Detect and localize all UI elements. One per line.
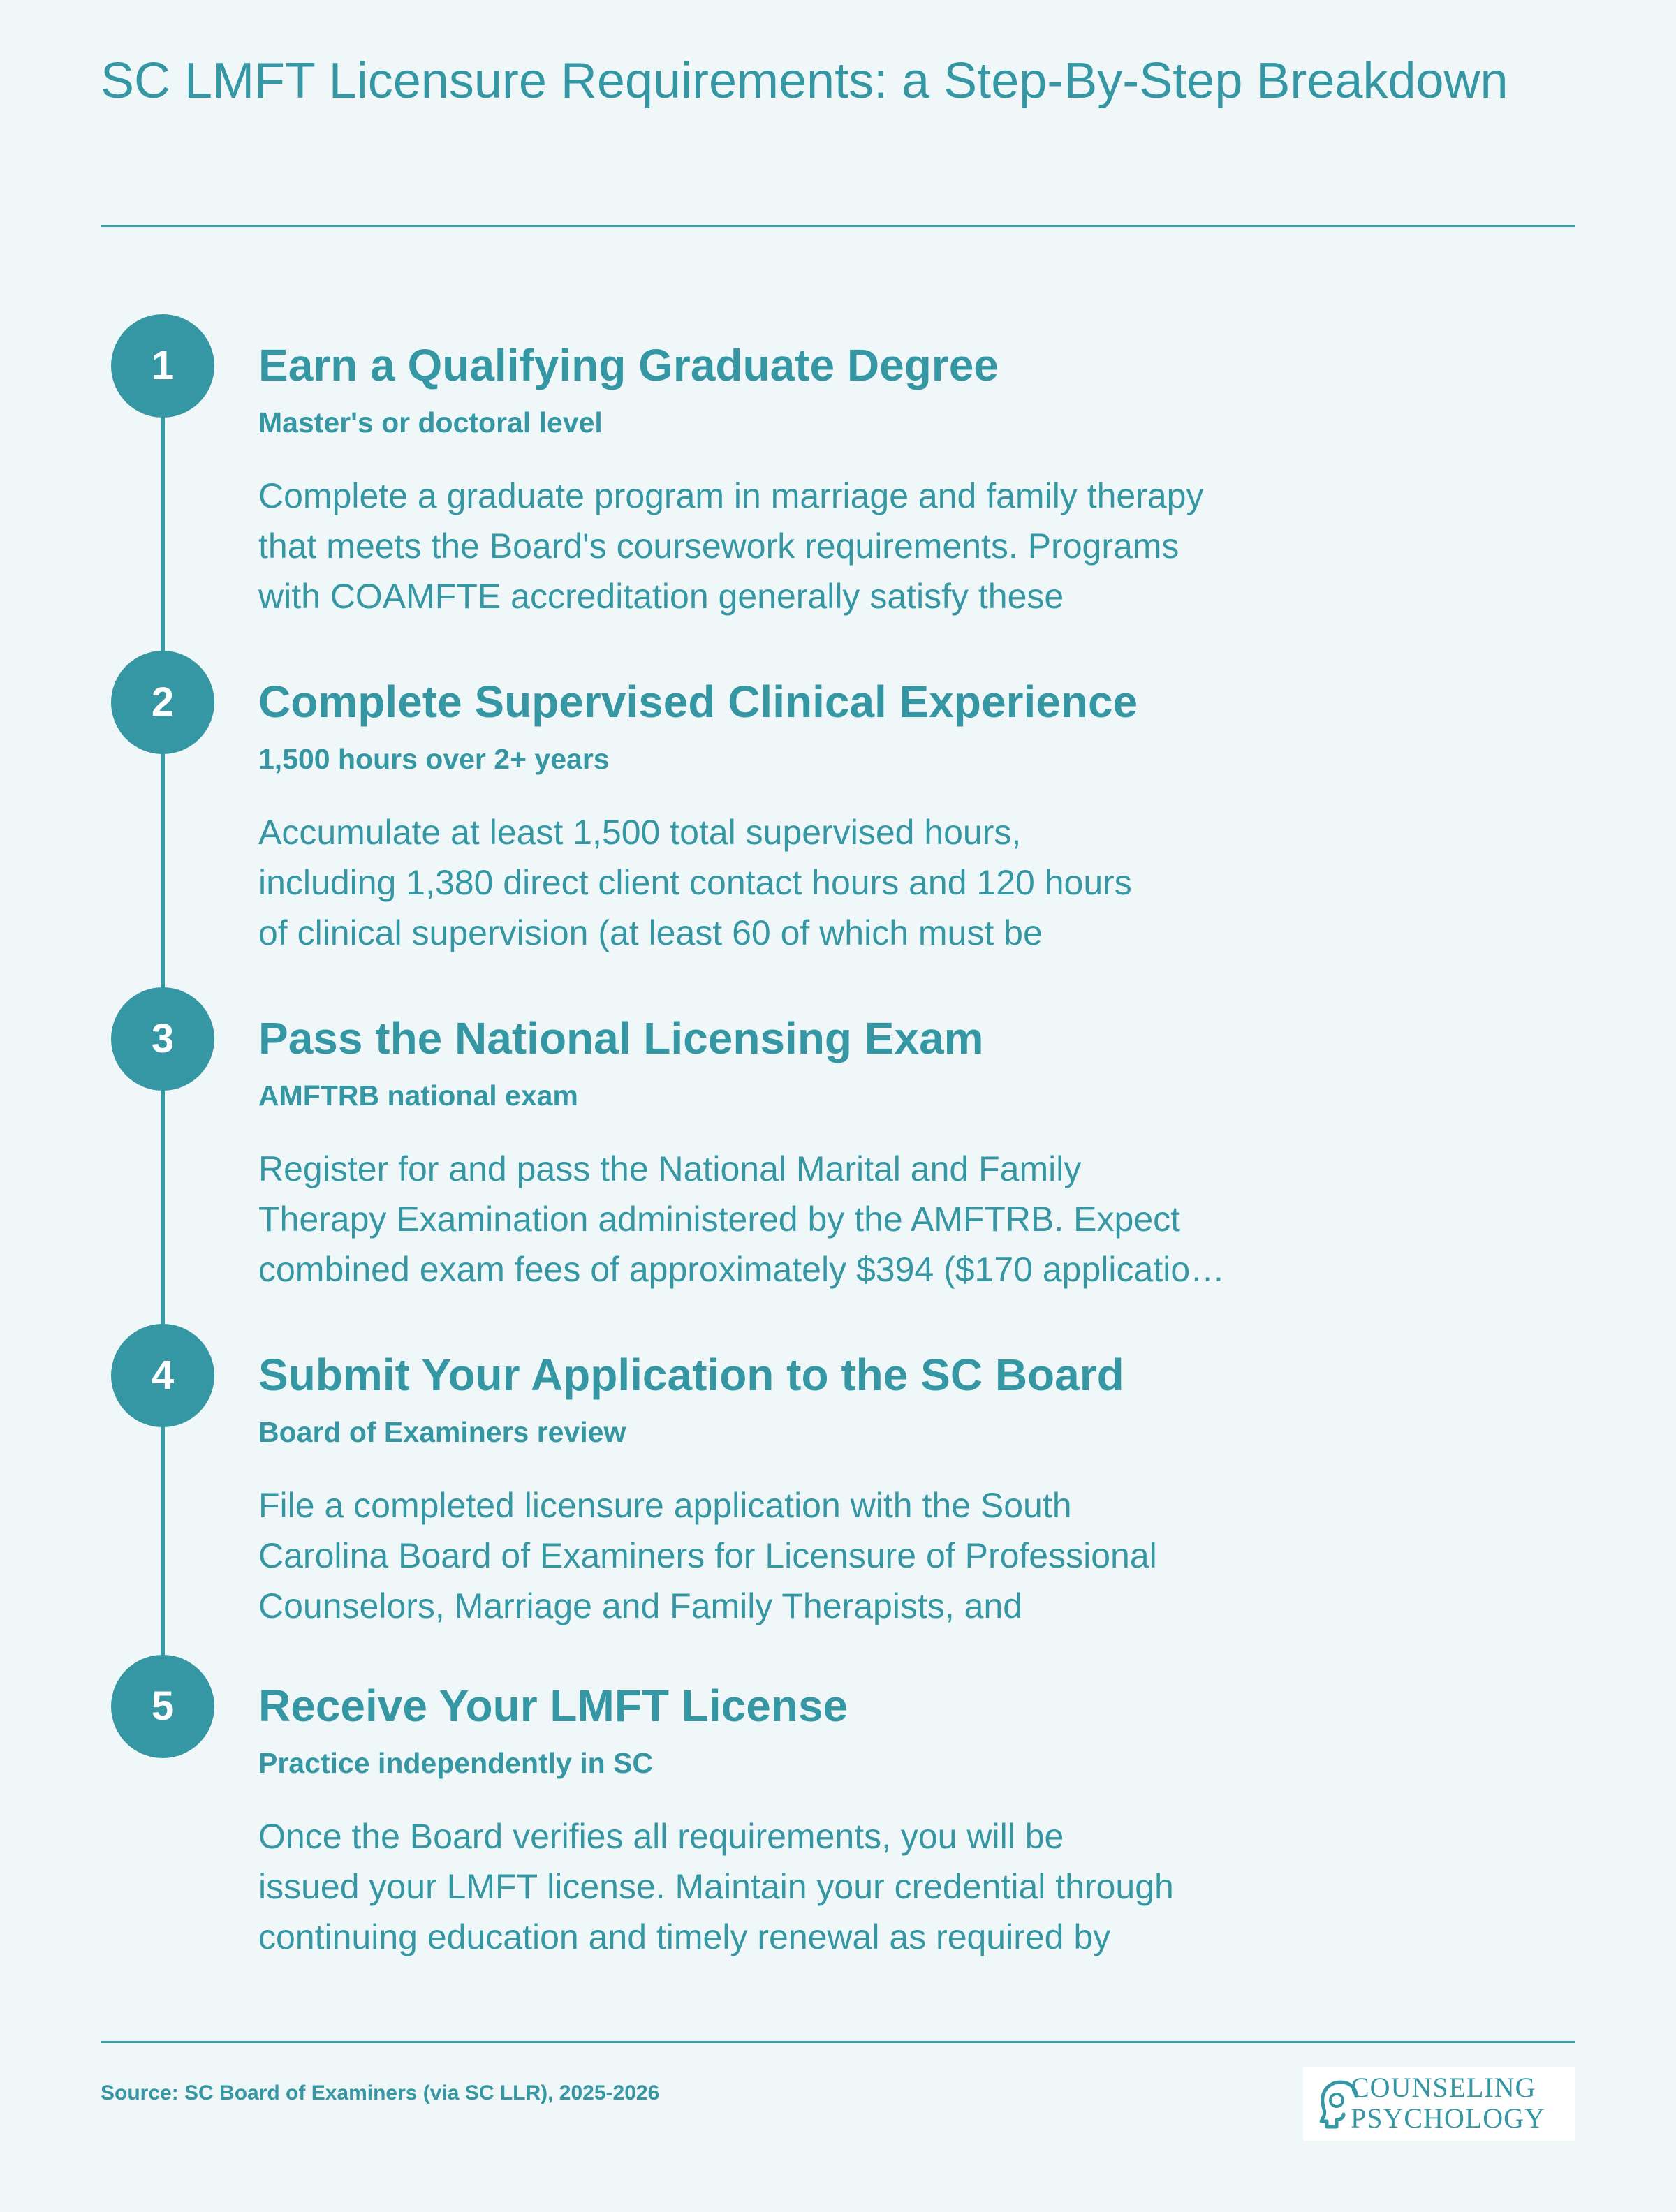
step-description-line: Therapy Examination administered by the AMFTRB. Expect [258, 1200, 1181, 1239]
step-description-line: combined exam fees of approximately $394 ($170 applicatio… [258, 1250, 1226, 1289]
step-title: Earn a Qualifying Graduate Degree [258, 340, 999, 390]
step-number-badge: 4 [111, 1324, 214, 1427]
timeline-connector [161, 750, 165, 1003]
source-note: Source: SC Board of Examiners (via SC LLR), 2025-2026 [101, 2081, 660, 2104]
counseling-psychology-logo [1303, 2067, 1575, 2141]
step-subtitle: Practice independently in SC [258, 1747, 654, 1779]
logo-text-line: COUNSELING [1351, 2072, 1536, 2103]
step-description-line: Once the Board verifies all requirements, you will be [258, 1817, 1064, 1856]
step-description-line: Accumulate at least 1,500 total supervised hours, [258, 813, 1022, 852]
step-description-line: Carolina Board of Examiners for Licensure of Professional [258, 1536, 1157, 1575]
step-description [258, 807, 1362, 958]
step-description-line: Register for and pass the National Marital and Family [258, 1149, 1082, 1188]
step-subtitle: AMFTRB national exam [258, 1079, 578, 1112]
step-description [258, 471, 1362, 621]
step-description-line: Complete a graduate program in marriage and family therapy [258, 476, 1204, 515]
step-subtitle: 1,500 hours over 2+ years [258, 743, 610, 775]
step-description [258, 1144, 1362, 1295]
bottom-divider [101, 2041, 1575, 2043]
step-description [258, 1811, 1362, 1962]
page-title: SC LMFT Licensure Requirements: a Step-By-Step Breakdown [101, 53, 1508, 109]
step-title: Complete Supervised Clinical Experience [258, 677, 1138, 727]
top-divider [101, 225, 1575, 227]
step-title: Receive Your LMFT License [258, 1681, 848, 1731]
step-subtitle: Board of Examiners review [258, 1416, 626, 1448]
step-subtitle: Master's or doctoral level [258, 406, 603, 438]
step-number-badge: 5 [111, 1655, 214, 1758]
step-description-line: continuing education and timely renewal as required by [258, 1917, 1111, 1956]
step-number-badge: 1 [111, 314, 214, 418]
step-number-badge: 3 [111, 987, 214, 1091]
step-description [258, 1480, 1362, 1631]
step-description-line: including 1,380 direct client contact hours and 120 hours [258, 863, 1132, 902]
step-description-line: that meets the Board's coursework requirements. Programs [258, 526, 1179, 566]
step-description-line: File a completed licensure application with the South [258, 1486, 1072, 1525]
step-description-line: issued your LMFT license. Maintain your credential through [258, 1867, 1174, 1906]
step-description-line: of clinical supervision (at least 60 of which must be [258, 913, 1043, 952]
step-title: Submit Your Application to the SC Board [258, 1350, 1124, 1400]
step-description-line: with COAMFTE accreditation generally satisfy these [258, 577, 1064, 616]
timeline-connector [161, 413, 165, 666]
timeline-connector [161, 1423, 165, 1676]
timeline-connector [161, 1086, 165, 1339]
step-title: Pass the National Licensing Exam [258, 1013, 984, 1063]
step-number-badge: 2 [111, 651, 214, 754]
step-description-line: Counselors, Marriage and Family Therapists, and [258, 1586, 1023, 1625]
logo-text-line: PSYCHOLOGY [1351, 2102, 1545, 2134]
